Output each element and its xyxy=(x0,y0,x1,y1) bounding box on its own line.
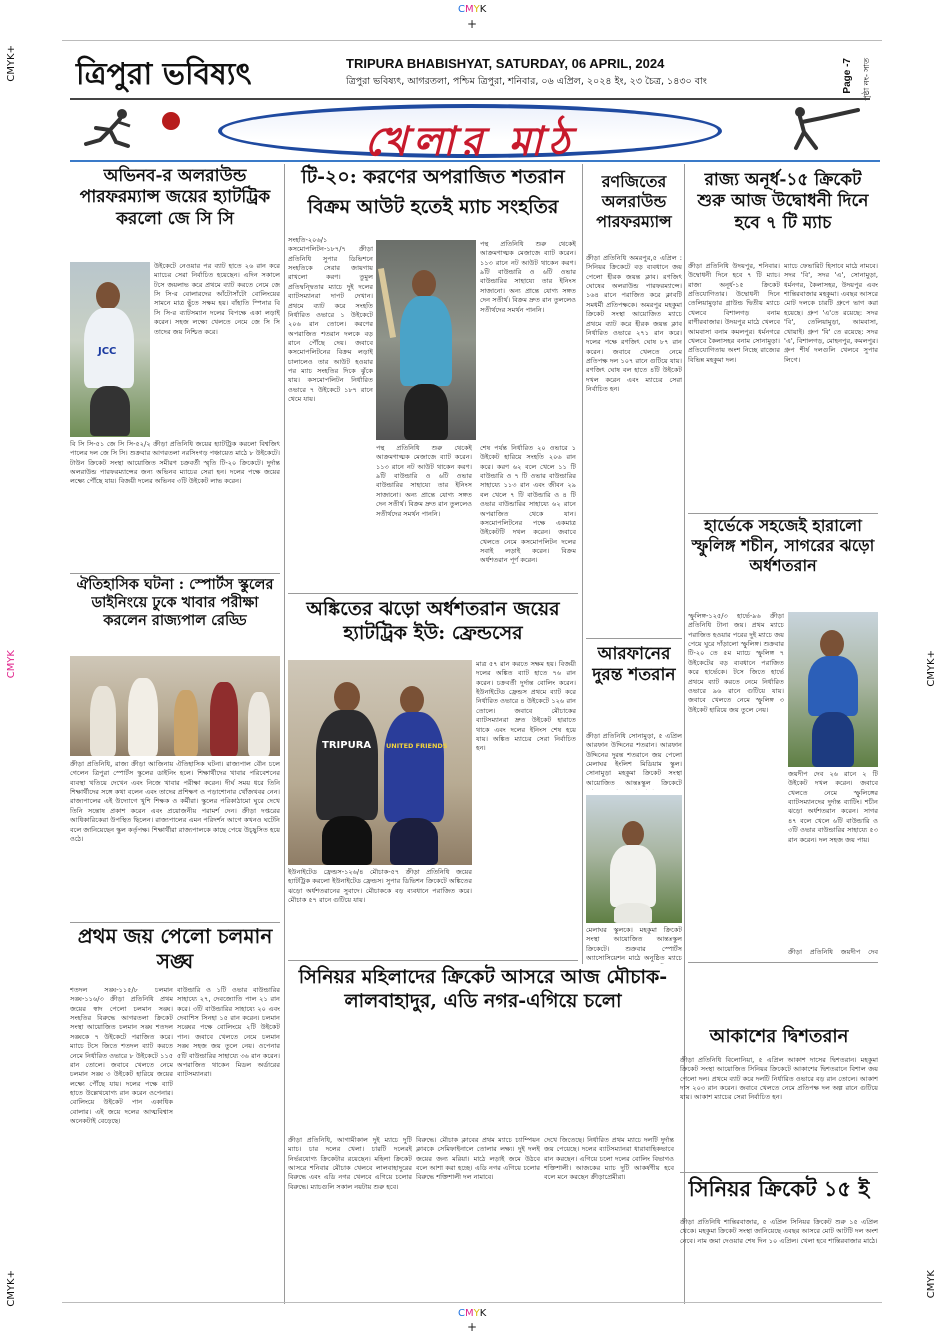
headline-a10: সিনিয়র মহিলাদের ক্রিকেট আসরে আজ মৌচাক-লালবাহাদুর, এডি নগর-এগিয়ে চলো xyxy=(298,966,668,1012)
divider xyxy=(688,962,878,963)
runner-icon xyxy=(76,106,138,150)
jersey-text: JCC xyxy=(98,346,117,357)
headline-a6: রাজ্য অনূর্ধ-১৫ ক্রিকেট শুরু আজ উদ্বোধনী দিনে হবে ৭ টি ম্যাচ xyxy=(697,170,869,233)
body-a7: স্ফুলিঙ্গ-১২৫/৩ হার্ভে-৯৬ ক্রীড়া প্রতিনিধি টানা জয়। প্রথম ম্যাচে পরাজিত হওয়ার পরের দুই ম্যাচে জয় পেয়ে ঘুরে দাঁড়ালো স্ফুলিঙ্গ। শুক্রবার টি-২০ তে ৫ম ম্যাচে স্ফুলিঙ্গ ৭ উইকেটের বড় ব্যবধানে পরাজিত করে হার্ভেকে। টসে জিতে হার্ভে প্রথমে ব্যাট করতে নেমে নির্ধারিত ওভারে ৯৬ রানে গুটিয়ে যায়। জবাবে খেলতে নেমে স্ফুলিঙ্গ ৩ উইকেট হারিয়ে জয় তুলে নেয়। xyxy=(688,612,784,714)
player-trousers xyxy=(614,903,652,923)
divider xyxy=(70,922,280,923)
body-a10-middle: বিরুদ্ধে। মৌচাক ক্লাবের প্রথম ম্যাচে চ্যাম্পিয়ন ক্লাবকে সেমিফাইনালে তোলার লক্ষ্য। দুই দলই জয়ের জন্য মরিয়া। মাঠে লড়াই জমে উঠবে বলে আশা করা হচ্ছে। এডি নগর এগিয়ে চলোর বিরুদ্ধে শক্তিশালী দল নামাবে। xyxy=(416,1136,540,1182)
registration-left-bottom: CMYK+ xyxy=(6,1270,17,1307)
body-a4: সংহতি-২০৬/১ কসমোপলিটন-১৮৭/৭ ক্রীড়া প্রতিনিধি সুপার ডিভিশনে সংহতিকে সেরার জায়গায় রাখলো করণ। তুমুল প্রতিদ্বন্দ্বিতার ম্যাচে দুই দলের ব্যাটসম্যানরা দাপট দেখান। প্রথমে ব্যাট করে সংহতি নির্ধারিত ওভারে ১ উইকেটে ২০৬ রান তোলে। করণের অপরাজিত শতরান দলকে বড় রানে পৌঁছে দেয়। জবাবে কসমোপলিটনের বিক্রম লড়াই চালালেও তার আউট হওয়ার পর ম্যাচ সংহতির দিকে ঝুঁকে যায়। কসমোপলিটন নির্ধারিত ওভারে ৭ উইকেটে ১৮৭ রানে থেমে যায়। xyxy=(288,236,373,404)
reg-c: C xyxy=(458,4,465,15)
headline-a3: প্রথম জয় পেলো চলমান সঙ্ঘ xyxy=(77,924,273,973)
jersey-text-right: UNITED FRIENDS xyxy=(386,742,448,750)
masthead-title: ত্রিপুরা ভবিষ্যৎ xyxy=(76,57,252,92)
player-trousers xyxy=(90,386,130,436)
person-figure xyxy=(174,690,198,756)
crosshair-top: + xyxy=(467,17,478,31)
headline-a12: সিনিয়র ক্রিকেট ১৫ ই xyxy=(688,1176,870,1201)
player-head xyxy=(820,630,844,658)
body-a1: উইকেটে নেওয়ার পর ব্যাট হাতে ২৬ রান করে ম্যাচের সেরা নির্বাচিত হয়েছেন। এদিন সকালে টসে জয়লাভ করে প্রথমে ব্যাট করতে নেমে জে সি সি-র বোলারদের আঁটোসাঁটো বোলিংয়ের সামনে মাত্র ছুঁতে সক্ষম হয়। বাঁহাতি স্পিনার বি সি সি-র ব্যাটসম্যান দলের বিপক্ষে একা লড়াই করেন। সহজ লক্ষ্যে খেলতে নেমে জে সি সি তাদের জয় নিশ্চিত করে। xyxy=(154,262,280,336)
person-figure xyxy=(248,692,270,756)
jersey-text-left: TRIPURA xyxy=(322,740,372,751)
reg-k: K xyxy=(479,4,487,15)
body-a1-continued: বি সি সি-৫১ জে সি সি-৫২/২ ক্রীড়া প্রতিনিধি জয়ের হ্যাটট্রিক করলো বিশ্বজিৎ পালের দল জে সি সি। শুক্রবার আগরতলা নরসিংগড় পঞ্চায়েত মাঠে ৮ উইকেটে। টাউন ক্রিকেট সংস্থা আয়োজিত সমীরণ চক্রবর্তী স্মৃতি টি-২০ ক্রিকেটে। দুর্দান্ত অলরাউন্ড পারফরম্যান্সের জন্য অভিনব ম্যাচের সেরা হন। দলের পক্ষে জয়ের লক্ষ্যে পৌঁছে যায়। বিজয়ী দলের অভিনব ৩টি উইকেট লাভ করেন। xyxy=(70,440,280,486)
person-figure xyxy=(90,686,116,756)
divider xyxy=(288,593,578,594)
headline-a4-line1: টি-২০: করণের অপরাজিত শতরান xyxy=(301,166,565,188)
headline-a4-line2: বিক্রম আউট হতেই ম্যাচ সংহতির xyxy=(307,196,559,218)
body-a10-right: দেখে জিতেছে। নির্ধারিত প্রথম ম্যাচে দলটি দুর্দান্ত জয় পেয়েছে। দলের ব্যাটসম্যানরা ধারাবাহিকভাবে রান করছেন। এগিয়ে চলো দলের বোলিং বিভাগও শক্তিশালী। আজকের ম্যাচ দুটি আকর্ষণীয় হবে বলে মনে করছেন ক্রীড়াপ্রেমীরা। xyxy=(544,1136,674,1182)
column-rule xyxy=(284,164,285,1304)
player-jersey xyxy=(808,656,858,716)
player-trousers xyxy=(404,384,448,440)
divider xyxy=(288,960,578,961)
headline-a8: অঙ্কিতের ঝড়ো অর্ধশতরান জয়ের হ্যাটট্রিক ইউ: ফ্রেন্ডসের xyxy=(306,598,560,644)
headline-a5: রণজিতের অলরাউন্ড পারফরম্যান্স xyxy=(596,172,672,231)
body-a3-continued: বাউন্ডারি ও ১টি ওভার বাউন্ডারির সাহায্যে ২৭, দেবজ্যোতি পাল ২১ রান করে। ৩টি বাউন্ডারির সাহায্যে ২০ এবং দেবাশিস সিনহা ১৫ রান করেন। চলমান সঙ্ঘের পক্ষে বোলিংয়ে ২টি উইকেট পান। জবাবে খেলতে নেমে চলমান সঙ্ঘ সহজ জয় তুলে নেয়। ওপেনার ৫টি বাউন্ডারির সাহায্যে ৩৬ রান করেন। অপরাজিত থাকেন মিডল অর্ডারের ব্যাটসম্যানরা। xyxy=(177,986,280,1079)
page-number: Page -7 xyxy=(842,58,853,94)
body-a6-continued: ম্যাচে ফেভারিট হিসাবে মাঠে নামবে। সদর 'বি', সদর 'এ', সোনামুড়া, ধর্মনগর, কৈলাসহর, উদয়পুর এবং শান্তিরবাজার মহকুমা। এবছর আসরে মোট দলকে চারটি গ্রুপে ভাগ করা হয়েছে। গ্রুপ 'এ'তে রয়েছে: সদর 'বি', তেলিয়ামুড়া, আমবাসা, খোয়াই। গ্রুপ 'বি' তে রয়েছে: সদর 'এ', বিশালগড়, মোহনপুর, কমলপুর। গ্রুপ শীর্ষ দলগুলি খেলবে সুপার লিগে। xyxy=(784,262,878,364)
player-jersey xyxy=(610,845,656,907)
photo-a7 xyxy=(788,612,878,767)
body-a8: মাত্র ৫৭ রান করতে সক্ষম হয়। বিজয়ী দলের অঙ্কিত ব্যাট হাতে ৭৬ রান করেন। চক্রবর্তী দুর্দান্ত বোলিং করেন। ইউনাইটেড ফ্রেন্ডস প্রথমে ব্যাট করে নির্ধারিত ওভারে ৪ উইকেটে ১২৬ রান তোলে। জবাবে মৌচাকের ব্যাটসম্যানরা দ্রুত উইকেট হারাতে থাকে এবং দলের ইনিংস শেষ হয়ে যায়। অঙ্কিত ম্যাচের সেরা নির্বাচিত হন। xyxy=(476,660,576,753)
registration-bottom xyxy=(458,1308,486,1319)
reg-y: Y xyxy=(473,4,480,15)
body-a2: ক্রীড়া প্রতিনিধি, রাজ্য ক্রীড়া আজিনায় ঐতিহাসিক ঘটনা। রাজ্যপাল বৌন চলে গেলেন ত্রিপুরা স্পোর্টস স্কুলের ডাইনিং হলে। শিক্ষার্থীদের খাবার পরিবেশনের ব্যবস্থা খতিয়ে দেখেন এবং নিজে খাবার পরীক্ষা করেন। দীর্ঘ সময় ধরে তিনি শিক্ষার্থীদের সঙ্গে কথা বলেন এবং তাদের প্রশিক্ষণ ও পড়াশোনার খোঁজখবর নেন। রাজ্যপালের এই উদ্যোগে খুশি শিক্ষক ও কর্মীরা। স্কুলের পরিকাঠামো ঘুরে দেখে তিনি সন্তোষ প্রকাশ করেন এবং প্রয়োজনীয় পরামর্শ দেন। ক্রীড়া দপ্তরের আধিকারিকেরা উপস্থিত ছিলেন। রাজ্যপালের এমন পরিদর্শন আগে কখনও ঘটেনি বলে জানিয়েছেন স্কুল কর্তৃপক্ষ। শিক্ষার্থীরা রাজ্যপালকে কাছে পেয়ে উচ্ছ্বসিত হয়ে ওঠে। xyxy=(70,760,280,843)
reg-c: C xyxy=(458,1308,465,1319)
headline-a1: অভিনব-র অলরাউন্ড পারফরম্যান্স জয়ের হ্যাটট্রিক করলো জে সি সি xyxy=(79,166,271,229)
divider xyxy=(680,1172,878,1173)
player-trousers xyxy=(322,816,372,865)
player-head xyxy=(334,682,360,712)
body-a9: ক্রীড়া প্রতিনিধি সোনামুড়া, ৫ এপ্রিল আরফান উদ্দিনের শতরান। আরফান উদ্দিনের দুরন্ত শতরানে জয় পেলো মেলাঘর ইংলিশ মিডিয়াম স্কুল। সোনামুড়া মহকুমা ক্রিকেট সংস্থা আয়োজিত আন্তঃস্কুল ক্রিকেটে xyxy=(586,732,682,787)
registration-right-mid: CMYK+ xyxy=(926,650,937,687)
body-a3: শতদল সঙ্ঘ-১১৫/৮ চলমান সঙ্ঘ-১১৬/৩ ক্রীড়া প্রতিনিধি প্রথম জয়ের স্বাদ পেলো চলমান সঙ্ঘ। সংহতির বিরুদ্ধে আগরতলা ক্রিকেট সংস্থা আয়োজিত চলমান সঙ্ঘ শতদল সঙ্ঘকে ৭ উইকেটে পরাজিত করে। ম্যাচে টসে জিতে শতদল ব্যাট করতে নেমে নির্ধারিত ওভারে ৮ উইকেটে ১১৫ রান তোলে। জবাবে খেলতে নেমে চলমান সঙ্ঘ ৩ উইকেট হারিয়ে জয়ের লক্ষ্যে পৌঁছে যায়। দলের পক্ষে ব্যাট হাতে উল্লেখযোগ্য রান করেন ওপেনার। বোলিংয়ে উইকেট পান একাধিক বোলার। এই জয়ে দলের আত্মবিশ্বাস অনেকটাই বেড়েছে। xyxy=(70,986,173,1126)
headline-a2: ঐতিহাসিক ঘটনা : স্পোর্টস স্কুলের ডাইনিংয়ে ঢুকে খাবার পরীক্ষা করলেন রাজ্যপাল রেড্ডি xyxy=(76,576,274,630)
banner-underline xyxy=(70,160,880,162)
player-jersey xyxy=(400,296,452,386)
banner-oval xyxy=(218,104,722,165)
body-a7-continued: জয়দীপ দেব ২৬ রানে ২ টি উইকেট দখল করেন। জবাবে খেলতে নেমে স্ফুলিঙ্গের ব্যাটসম্যানদের দুর্দান্ত ব্যাটিং। শচীন ঝড়ো অর্ধশতরান করেন। সাগর ৪৭ বলে খেলে ৬টি বাউন্ডারি ও ৩টি ওভার বাউন্ডারির সাহায্যে ৫৩ রান করেন। দল সহজ জয় পায়। xyxy=(788,770,878,844)
person-figure xyxy=(128,678,158,756)
photo-a2 xyxy=(70,656,280,756)
photo-a8 xyxy=(288,660,472,865)
frame-top xyxy=(62,40,882,41)
player-head xyxy=(622,821,644,847)
headline-a11: আকাশের দ্বিশতরান xyxy=(709,1026,849,1047)
reg-m: M xyxy=(464,4,474,15)
player-head xyxy=(400,686,424,714)
column-rule xyxy=(582,164,583,964)
caption-a8: ইউনাইটেড ফ্রেন্ডস-১২৬/৪ মৌচাক-৫৭ ক্রীড়া প্রতিনিধি জয়ের হ্যাটট্রিক করলো ইউনাইটেড ফ্রেন্ডস। সুপার ডিভিশন ক্রিকেটে অঙ্কিতের ঝড়ো অর্ধশতরানের সুবাদে। মৌচাককে বড় ব্যবধানে পরাজিত করে। মৌচাক ৫৭ রানে গুটিয়ে যায়। xyxy=(288,868,472,905)
body-a11: ক্রীড়া প্রতিনিধি বিলোনিয়া, ৫ এপ্রিল আকাশ দাসের দ্বিশতরান। মহকুমা ক্রিকেট সংস্থা আয়োজিত সিনিয়র ক্রিকেটে আকাশের দ্বিশতরানে বিশাল জয় পেলো দল। প্রথমে ব্যাট করে দলটি নির্ধারিত ওভারে বড় রান তোলে। আকাশ দাস ২০৩ রান করেন। জবাবে খেলতে নেমে প্রতিপক্ষ দল অল্প রানে গুটিয়ে যায়। আকাশ ম্যাচের সেরা নির্বাচিত হন। xyxy=(680,1056,878,1102)
body-a6: ক্রীড়া প্রতিনিধি উদয়পুর, শনিবার। উদ্বোধনী দিনে হবে ৭ টি ম্যাচ। রাজ্য অনূর্ধ-১৫ ক্রিকেট প্রতিযোগিতার। উদ্বোধনী দিনে তেলিয়ামুড়ার গ্রাউন্ড দ্বিতীয় ম্যাচে খেলবে বিশালগড় বনাম রাণীরবাজার। উদয়পুর মাঠে খেলবে আমবাসা বনাম কমলপুর। ধর্মনগরে খেলবে কৈলাসহর বনাম সোনামুড়া। প্রতিযোগিতায় অংশ নিচ্ছে রাজ্যের বিভিন্ন মহকুমা দল। xyxy=(688,262,780,364)
player-jersey xyxy=(384,712,444,822)
headline-a9: আরফানের দুরন্ত শতরান xyxy=(592,644,676,686)
registration-left-top: CMYK+ xyxy=(6,45,17,82)
frame-bottom xyxy=(62,1302,882,1303)
cricket-bat-icon xyxy=(378,268,396,338)
body-a4-lower-left: পন্থ প্রতিনিধি শুরু থেকেই আক্রমণাত্মক মেজাজে ব্যাট করেন। ১১৩ রানে নট আউট থাকেন করণ। ৯টি বাউন্ডারি ও ৬টি ওভার বাউন্ডারির সাহায্যে তার ইনিংস সাজানো। অন্য প্রান্তে যোগ্য সঙ্গত দেন সতীর্থ। বিক্রম দ্রুত রান তুললেও সতীর্থদের সমর্থন পাননি। xyxy=(376,444,472,518)
section-banner xyxy=(70,98,870,165)
player-trousers xyxy=(812,712,854,767)
photo-a1 xyxy=(70,262,150,437)
crosshair-bottom: + xyxy=(467,1320,478,1334)
headline-a7: হার্ভেকে সহজেই হারালো স্ফুলিঙ্গ শচীন, সাগরের ঝড়ো অর্ধশতরান xyxy=(691,516,875,575)
player-head xyxy=(96,282,120,310)
player-jersey xyxy=(316,710,378,820)
registration-right-bottom: CMYK xyxy=(926,1270,937,1299)
body-a4-lower-right: শেষ পর্যন্ত নির্ধারিত ২০ ওভারে ১ উইকেট হারিয়ে সংহতি ২০৬ রান করে। করণ ৬২ বলে খেলে ১১ টি বাউন্ডারি ও ৭ টি ওভার বাউন্ডারির সাহায্যে ১১৩ রান এবং জীবন ২৯ বল খেলে ৭ টি বাউন্ডারি ও ৪ টি ওভার বাউন্ডারির সাহায্যে ৬২ রানে অপরাজিত থেকে যান। কসমোপলিটনের পক্ষে একমাত্র উইকেটটি দখল করেন। জবাবে খেলতে নেমে কসমোপলিটন দলের সবাই লড়াই করেন। বিক্রম অর্ধশতরান পূর্ণ করেন। xyxy=(480,444,576,565)
player-head xyxy=(412,270,436,298)
body-a9-continued: মেলাঘর স্কুলকে। মহকুমা ক্রিকেট সংস্থা আয়োজিত আন্তঃস্কুল ক্রিকেটে। শুক্রবার স্পোর্টস অ্যাসোসিয়েশন মাঠে অনুষ্ঠিত ম্যাচে xyxy=(586,926,682,963)
body-a12: ক্রীড়া প্রতিনিধি শান্তিরবাজার, ৫ এপ্রিল সিনিয়র ক্রিকেট শুরু ১৫ এপ্রিল থেকে। মহকুমা ক্রিকেট সংস্থা জানিয়েছে এবছর আসরে মোট আটটি দল অংশ নেবে। নাম জমা দেওয়ার শেষ দিন ১০ এপ্রিল। খেলা হবে শান্তিরবাজার মাঠে। xyxy=(680,1218,878,1245)
cricket-ball-icon xyxy=(162,112,180,130)
batsman-icon xyxy=(770,104,866,156)
masthead-subline: ত্রিপুরা ভবিষ্যৎ, আগরতলা, পশ্চিম ত্রিপুরা, শনিবার, ০৬ এপ্রিল, ২০২৪ ইং, ২৩ চৈত্র, ১৪৩০ বাং xyxy=(346,76,707,87)
player-trousers xyxy=(390,818,438,865)
body-a5: ক্রীড়া প্রতিনিধি অমরপুর,৫ এপ্রিল : সিনিয়র ক্রিকেটে বড় ব্যবধানে জয় পেলো হীরক জয়ন্ত ক্লাব। রণজিৎ ঘোষের অলরাউন্ড পারফরম্যান্সে। ১৬৪ রানে পরাজিত করে ক্লাবটি সমধর্মী প্রতিপক্ষকে। অমরপুর মহকুমা ক্রিকেট সংস্থা আয়োজিত ম্যাচে প্রথমে ব্যাট করে হীরক জয়ন্ত ক্লাব নির্ধারিত ওভারে ২৭১ রান করে। দলের পক্ষে রণজিৎ ঘোষ ৮৭ রান করেন। জবাবে খেলতে নেমে প্রতিপক্ষ দল ১০৭ রানে গুটিয়ে যায়। রণজিৎ ঘোষ বল হাতে ৪টি উইকেট দখল করেন এবং ম্যাচের সেরা নির্বাচিত হন। xyxy=(586,254,682,394)
registration-top xyxy=(458,4,486,15)
reg-k: K xyxy=(479,1308,487,1319)
divider xyxy=(688,513,878,514)
registration-left-mid: CMYK xyxy=(6,650,17,679)
photo-a9 xyxy=(586,795,682,923)
page-number-bn: পৃষ্ঠা নং- সাত xyxy=(862,58,871,101)
person-figure xyxy=(210,682,238,756)
body-a4-middle: পন্থ প্রতিনিধি শুরু থেকেই আক্রমণাত্মক মেজাজে ব্যাট করেন। ১১৩ রানে নট আউট থাকেন করণ। ৯টি বাউন্ডারি ও ৬টি ওভার বাউন্ডারির সাহায্যে তার ইনিংস সাজানো। অন্য প্রান্তে যোগ্য সঙ্গত দেন সতীর্থ। বিক্রম দ্রুত রান তুললেও সতীর্থদের সমর্থন পাননি। xyxy=(480,240,576,314)
body-a10: ক্রীড়া প্রতিনিধি, আগামীকাল দুই ম্যাচে দুটি ম্যাচ। চার দলের খেলা। চারটি দলেরই নির্ভরযোগ্য ক্রিকেটার রয়েছেন। মহিলা ক্রিকেট আসরে শনিবার মৌচাক খেলবে লালবাহাদুরের বিরুদ্ধে এবং এডি নগর খেলবে এগিয়ে চলোর বিরুদ্ধে। ম্যাচগুলি সকাল নয়টায় শুরু হবে। xyxy=(288,1136,412,1191)
reg-m: M xyxy=(464,1308,474,1319)
divider xyxy=(70,573,280,574)
reg-y: Y xyxy=(473,1308,480,1319)
banner-title: খেলার মাঠ xyxy=(364,118,576,165)
divider xyxy=(586,638,682,639)
masthead-english: TRIPURA BHABISHYAT, SATURDAY, 06 APRIL, 2024 xyxy=(346,56,665,71)
caption-a7: ক্রীড়া প্রতিনিধি জয়দীপ দেব xyxy=(788,948,878,956)
photo-a4 xyxy=(376,240,476,440)
